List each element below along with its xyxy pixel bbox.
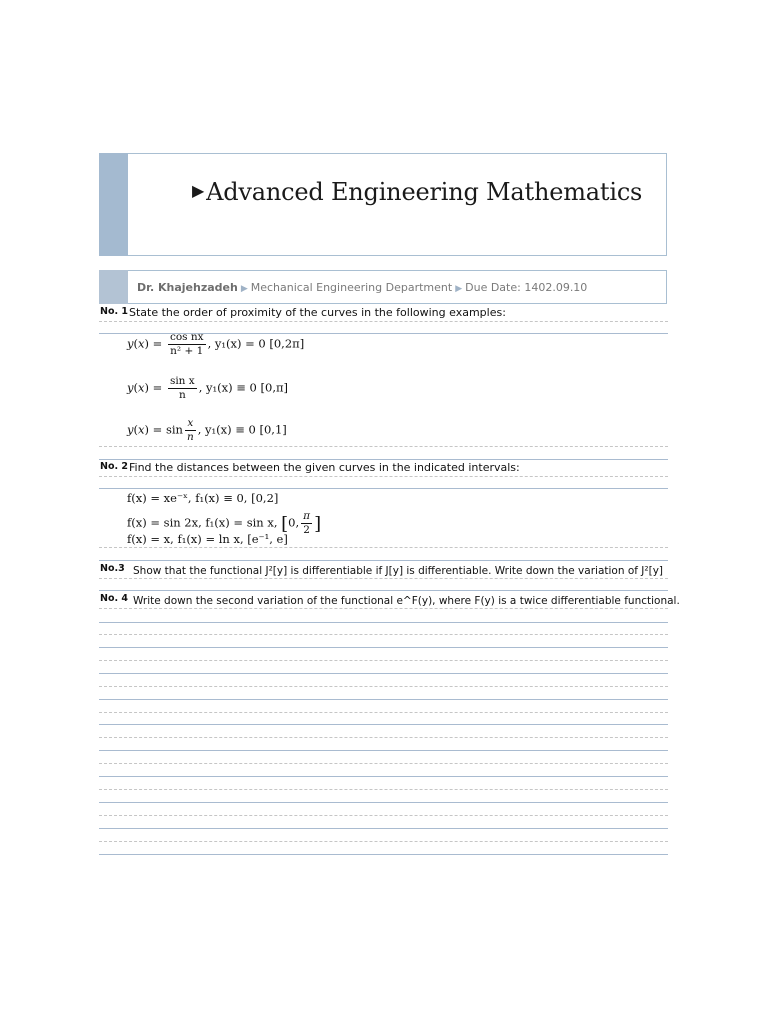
- solid-rule: [99, 724, 668, 725]
- q1-text: State the order of proximity of the curves in the following examples:: [129, 306, 506, 319]
- solid-rule: [99, 699, 668, 700]
- q1-ex2-tail: , y₁(x) ≡ 0 [0,π]: [198, 380, 289, 395]
- right-bracket: ]: [314, 513, 322, 535]
- dashed-rule: [99, 321, 668, 322]
- dashed-rule: [99, 763, 668, 764]
- left-bracket: [: [281, 513, 289, 535]
- triangle-right-icon: ▶: [240, 284, 248, 294]
- q2-number: No. 2: [100, 461, 129, 472]
- q1-ex1-numerator: cos nx: [169, 331, 204, 343]
- dashed-rule: [99, 547, 668, 548]
- q2-interval-prefix: 0,: [288, 515, 300, 530]
- dashed-rule: [99, 476, 668, 477]
- dashed-rule: [99, 578, 668, 579]
- q1-example-1: y(x) = $\frac{\text{cos nx}}{\text{n² + 1}}$ , y₁(x) = 0 [0,2π]: [127, 331, 305, 357]
- dashed-rule: [99, 634, 668, 635]
- title-accent-bar: [99, 153, 128, 256]
- q1-ex2-numerator: sin x: [169, 375, 195, 387]
- solid-rule: [99, 590, 668, 591]
- info-accent-bar: [99, 270, 128, 304]
- solid-rule: [99, 673, 668, 674]
- q1-ex1-tail: , y₁(x) = 0 [0,2π]: [207, 336, 305, 351]
- q2-item-2-text: f(x) = sin 2x, f₁(x) = sin x,: [127, 515, 278, 530]
- q1-example-3: y(x) = sin $\frac{x}{n}$ , y₁(x) ≡ 0 [0,1]: [127, 417, 287, 443]
- due-date: Due Date: 1402.09.10: [465, 281, 588, 294]
- solid-rule: [99, 647, 668, 648]
- q1-ex1-denominator: n² + 1: [170, 345, 204, 357]
- solid-rule: [99, 776, 668, 777]
- solid-rule: [99, 560, 668, 561]
- info-line: [137, 281, 587, 294]
- dashed-rule: [99, 841, 668, 842]
- q3-number: No.3: [100, 563, 125, 574]
- author-name: Dr. Khajehzadeh: [137, 281, 238, 294]
- q4-number: No. 4: [100, 593, 129, 604]
- q2-text: Find the distances between the given curves in the indicated intervals:: [129, 461, 520, 474]
- q1-ex3-denominator: n: [186, 431, 194, 443]
- solid-rule: [99, 488, 668, 489]
- solid-rule: [99, 854, 668, 855]
- q1-ex3-tail: , y₁(x) ≡ 0 [0,1]: [197, 422, 287, 437]
- solid-rule: [99, 802, 668, 803]
- triangle-right-icon: ▶: [192, 181, 205, 200]
- q3-text: Show that the functional J²[y] is differentiable if J[y] is differentiable. Write down the variation of J²[y]: [133, 565, 663, 577]
- solid-rule: [99, 622, 668, 623]
- dashed-rule: [99, 789, 668, 790]
- dashed-rule: [99, 815, 668, 816]
- triangle-right-icon: ▶: [455, 284, 463, 294]
- dashed-rule: [99, 712, 668, 713]
- q2-item-1: f(x) = xe⁻ˣ, f₁(x) ≡ 0, [0,2]: [127, 491, 279, 505]
- q2-interval-numerator: π: [303, 510, 311, 522]
- q1-example-2: y(x) = $\frac{\text{sin x}}{n}$ , y₁(x) ≡ 0 [0,π]: [127, 375, 289, 401]
- department: Mechanical Engineering Department: [250, 281, 453, 294]
- q1-number: No. 1: [100, 306, 129, 317]
- solid-rule: [99, 750, 668, 751]
- q4-text: Write down the second variation of the functional e^F(y), where F(y) is a twice differentiable functional.: [133, 595, 680, 607]
- page-title-text: Advanced Engineering Mathematics: [206, 178, 643, 206]
- page-title: [192, 178, 642, 206]
- dashed-rule: [99, 686, 668, 687]
- dashed-rule: [99, 737, 668, 738]
- dashed-rule: [99, 446, 668, 447]
- solid-rule: [99, 459, 668, 460]
- dashed-rule: [99, 608, 668, 609]
- q1-ex2-denominator: n: [178, 389, 186, 401]
- dashed-rule: [99, 660, 668, 661]
- q2-item-3: f(x) = x, f₁(x) = ln x, [e⁻¹, e]: [127, 532, 288, 546]
- q1-ex3-numerator: x: [185, 417, 196, 431]
- solid-rule: [99, 828, 668, 829]
- q2-interval-denominator: 2: [303, 524, 310, 536]
- q1-ex3-prefix: sin: [165, 422, 183, 437]
